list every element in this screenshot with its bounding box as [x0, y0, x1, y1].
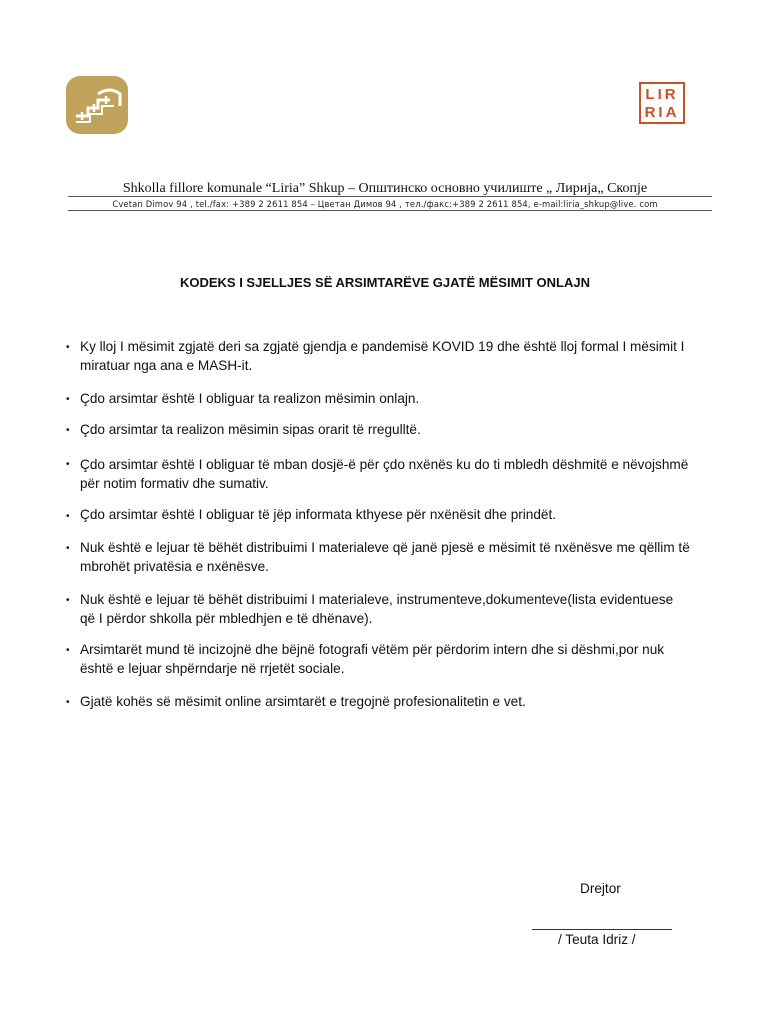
- signature-role: Drejtor: [580, 881, 621, 896]
- bullet-icon: •: [66, 342, 70, 353]
- bullet-icon: •: [66, 394, 70, 405]
- school-contact-line: Cvetan Dimov 94 , tel./fax: +389 2 2611 854 – Цветан Димов 94 , тел./факс:+389 2 2611 854, e-mail:liria_shkup@live. com: [112, 199, 658, 209]
- list-item: Çdo arsimtar është I obliguar të jëp informata kthyese për nxënësit dhe prindët.: [80, 507, 557, 522]
- bullet-icon: •: [66, 425, 70, 436]
- list-item: Ky lloj I mësimit zgjatë deri sa zgjatë gjendja e pandemisë KOVID 19 dhe është lloj formal I mësimit I miratuar nga ana e MASH-it.: [80, 339, 685, 373]
- bullet-icon: •: [66, 697, 70, 708]
- school-name: Shkolla fillore komunale “Liria” Shkup – Општинско основно училиште „ Лирија„ Скопје: [122, 181, 648, 196]
- list-item: Nuk është e lejuar të bëhët distribuimi I materialeve, instrumenteve,dokumenteve(lista evidentuese që I përdor shkolla për mbledhjen e të dhënave).: [80, 592, 674, 626]
- header-divider-bottom: [68, 210, 712, 211]
- school-logo-left: [66, 76, 128, 134]
- liria-logo: [639, 82, 685, 124]
- signature-line: [532, 929, 672, 930]
- list-item: Nuk është e lejuar të bëhët distribuimi I materialeve që janë pjesë e mësimit të nxënësve me qëllim të mbrohët privatësia e nxënësve.: [80, 540, 690, 574]
- signature-name: / Teuta Idriz /: [558, 932, 636, 947]
- bullet-icon: •: [66, 459, 70, 470]
- list-item: Çdo arsimtar është I obliguar ta realizon mësimin onlajn.: [80, 391, 420, 406]
- list-item: Çdo arsimtar është I obliguar të mban dosjë-ë për çdo nxënës ku do ti mbledh dëshmitë e nëvojshmë për notim formativ dhe sumativ.: [80, 457, 689, 491]
- bullet-icon: •: [66, 645, 70, 656]
- stairs-logo-icon: [66, 76, 128, 134]
- header-divider-top: [68, 196, 712, 197]
- bullet-icon: •: [66, 595, 70, 606]
- logo-letters-bottom: RIA: [644, 104, 680, 121]
- list-item: Arsimtarët mund të incizojnë dhe bëjnë fotografi vëtëm për përdorim intern dhe si dëshmi,por nuk është e lejuar shpërndarje në rrjetët sociale.: [80, 642, 665, 676]
- bullet-icon: •: [66, 511, 70, 522]
- logo-letters-top: LIR: [645, 86, 679, 103]
- list-item: Gjatë kohës së mësimit online arsimtarët e tregojnë profesionalitetin e vet.: [80, 694, 526, 709]
- list-item: Çdo arsimtar ta realizon mësimin sipas orarit të rregulltë.: [80, 422, 421, 437]
- document-title: KODEKS I SJELLJES SË ARSIMTARËVE GJATË MËSIMIT ONLAJN: [179, 275, 591, 290]
- bullet-icon: •: [66, 543, 70, 554]
